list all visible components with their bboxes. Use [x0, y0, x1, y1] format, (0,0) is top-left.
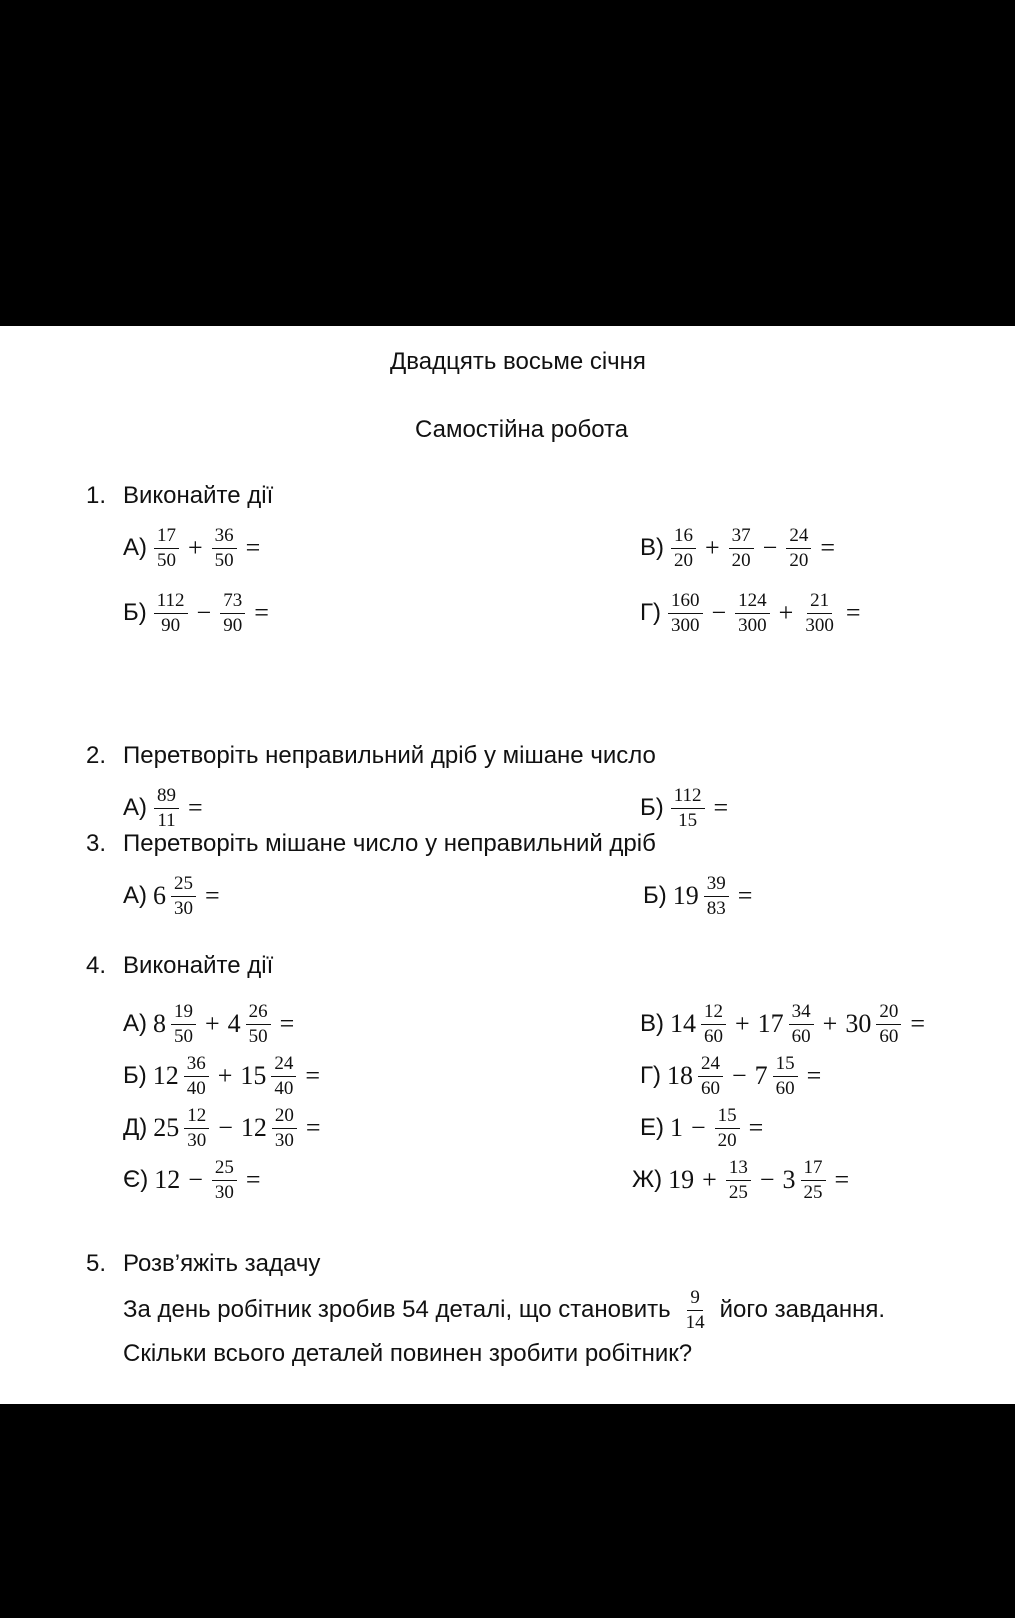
task-4-zh-expression — [632, 1158, 855, 1203]
whole-part: 3 — [782, 1165, 796, 1195]
fraction: $\frac{20}{30}$ — [272, 1106, 297, 1151]
fraction: $\frac{9}{14}$ — [685, 1287, 705, 1333]
fraction: $\frac{39}{83}$ — [704, 874, 729, 919]
task-1-g-expression — [640, 591, 867, 636]
fraction: $\frac{112}{15}$ — [671, 786, 705, 831]
item-label: Ж) — [632, 1166, 663, 1194]
equals-sign: = — [737, 881, 753, 911]
fraction: $\frac{24}{40}$ — [271, 1054, 296, 1099]
task-5-problem-line-2: Скільки всього деталей повинен зробити робітник? — [123, 1340, 693, 1367]
fraction: $\frac{26}{50}$ — [246, 1002, 271, 1047]
whole-part: 14 — [670, 1009, 696, 1039]
problem-text: його завдання. — [719, 1296, 885, 1324]
operator: − — [196, 598, 212, 628]
equals-sign: = — [834, 1165, 850, 1195]
operator: + — [735, 1009, 750, 1039]
operator: − — [691, 1113, 706, 1143]
fraction: $\frac{24}{20}$ — [786, 526, 811, 571]
fraction: $\frac{24}{60}$ — [698, 1054, 723, 1099]
item-label: Б) — [643, 882, 667, 910]
equals-sign: = — [305, 1061, 321, 1091]
equals-sign: = — [845, 598, 861, 628]
task-3-heading — [86, 830, 656, 858]
task-3-a-expression — [123, 874, 226, 919]
fraction: $\frac{25}{30}$ — [212, 1158, 237, 1203]
date-heading: Двадцять восьме січня — [390, 348, 646, 375]
whole-part: 19 — [672, 881, 699, 911]
task-title: Розв’яжіть задачу — [123, 1250, 321, 1277]
task-2-a-expression — [123, 786, 209, 831]
fraction: $\frac{19}{50}$ — [171, 1002, 196, 1047]
operator: + — [188, 533, 203, 563]
task-3-b-expression — [643, 874, 758, 919]
fraction: $\frac{36}{50}$ — [212, 526, 237, 571]
item-label: А) — [123, 794, 147, 822]
whole-part: 25 — [153, 1113, 180, 1143]
task-1-b-expression — [123, 591, 275, 636]
task-2-heading — [86, 742, 656, 770]
fraction: $\frac{15}{20}$ — [715, 1106, 740, 1151]
task-title: Виконайте дії — [123, 952, 274, 979]
task-4-a-expression — [123, 1002, 300, 1047]
equals-sign: = — [713, 793, 729, 823]
whole-part: 30 — [845, 1009, 872, 1039]
fraction: $\frac{73}{90}$ — [220, 591, 245, 636]
whole-part: 1 — [670, 1113, 683, 1143]
fraction: $\frac{160}{300}$ — [668, 591, 703, 636]
operator: − — [218, 1113, 233, 1143]
fraction: $\frac{20}{60}$ — [876, 1002, 901, 1047]
task-4-ye-expression — [123, 1158, 267, 1203]
whole-part: 12 — [154, 1165, 181, 1195]
equals-sign: = — [806, 1061, 822, 1091]
operator: + — [217, 1061, 233, 1091]
task-title: Перетворіть неправильний дріб у мішане число — [123, 742, 656, 769]
item-label: Г) — [640, 1062, 661, 1090]
equals-sign: = — [254, 598, 269, 628]
fraction: $\frac{112}{90}$ — [154, 591, 188, 636]
whole-part: 19 — [668, 1165, 695, 1195]
operator: + — [702, 1165, 717, 1195]
task-number: 3. — [86, 830, 107, 857]
item-label: Б) — [123, 1062, 147, 1090]
task-4-g-expression — [640, 1054, 827, 1099]
task-number: 5. — [86, 1250, 107, 1277]
page-title: Самостійна робота — [415, 416, 629, 443]
task-title: Виконайте дії — [123, 482, 274, 509]
worksheet-page — [0, 326, 1015, 1404]
fraction: $\frac{89}{11}$ — [154, 786, 179, 831]
operator: + — [822, 1009, 838, 1039]
operator: − — [188, 1165, 203, 1195]
task-title: Перетворіть мішане число у неправильний дріб — [123, 830, 656, 857]
task-5-problem-line-1 — [123, 1288, 885, 1333]
fraction: $\frac{25}{30}$ — [171, 874, 196, 919]
operator: − — [711, 598, 727, 628]
task-1-a-expression — [123, 526, 266, 571]
operator: + — [705, 533, 720, 563]
fraction: $\frac{124}{300}$ — [735, 591, 770, 636]
whole-part: 15 — [240, 1061, 267, 1091]
task-4-e-expression — [640, 1106, 769, 1151]
task-4-d-expression — [123, 1106, 327, 1151]
fraction: $\frac{34}{60}$ — [789, 1002, 814, 1047]
operator: − — [732, 1061, 747, 1091]
fraction: $\frac{17}{25}$ — [801, 1158, 826, 1203]
item-label: Д) — [123, 1114, 148, 1142]
task-4-b-expression — [123, 1054, 326, 1099]
fraction: $\frac{13}{25}$ — [726, 1158, 751, 1203]
fraction: $\frac{12}{30}$ — [184, 1106, 209, 1151]
problem-text: За день робітник зробив 54 деталі, що становить — [123, 1296, 671, 1324]
task-5-heading — [86, 1250, 320, 1278]
whole-part: 6 — [153, 881, 166, 911]
whole-part: 17 — [757, 1009, 784, 1039]
fraction: $\frac{36}{40}$ — [184, 1054, 209, 1099]
task-number: 1. — [86, 482, 107, 509]
item-label: Б) — [123, 599, 147, 627]
task-1-heading — [86, 482, 273, 510]
item-label: В) — [640, 534, 664, 562]
fraction: $\frac{15}{60}$ — [773, 1054, 798, 1099]
operator: + — [778, 598, 794, 628]
equals-sign: = — [245, 1165, 261, 1195]
equals-sign: = — [820, 533, 836, 563]
fraction: $\frac{12}{60}$ — [701, 1002, 726, 1047]
operator: + — [205, 1009, 220, 1039]
whole-part: 4 — [227, 1009, 241, 1039]
fraction: $\frac{37}{20}$ — [729, 526, 754, 571]
equals-sign: = — [205, 881, 220, 911]
operator: − — [762, 533, 778, 563]
whole-part: 7 — [754, 1061, 768, 1091]
item-label: Б) — [640, 794, 664, 822]
whole-part: 12 — [152, 1061, 179, 1091]
equals-sign: = — [245, 533, 261, 563]
task-number: 4. — [86, 952, 107, 979]
equals-sign: = — [910, 1009, 926, 1039]
item-label: В) — [640, 1010, 664, 1038]
whole-part: 8 — [153, 1009, 166, 1039]
task-4-v-expression — [640, 1002, 931, 1047]
equals-sign: = — [748, 1113, 764, 1143]
task-4-heading — [86, 952, 273, 980]
item-label: А) — [123, 1010, 147, 1038]
operator: − — [759, 1165, 775, 1195]
task-number: 2. — [86, 742, 107, 769]
item-label: Є) — [123, 1166, 149, 1194]
equals-sign: = — [188, 793, 203, 823]
task-1-v-expression — [640, 526, 841, 571]
fraction: $\frac{17}{50}$ — [154, 526, 179, 571]
fraction: $\frac{21}{300}$ — [805, 590, 834, 636]
task-2-b-expression — [640, 786, 734, 831]
whole-part: 18 — [667, 1061, 693, 1091]
item-label: Е) — [640, 1114, 664, 1142]
fraction: $\frac{16}{20}$ — [671, 526, 696, 571]
item-label: А) — [123, 534, 147, 562]
equals-sign: = — [279, 1009, 295, 1039]
whole-part: 12 — [240, 1113, 267, 1143]
equals-sign: = — [305, 1113, 321, 1143]
item-label: Г) — [640, 599, 661, 627]
item-label: А) — [123, 882, 147, 910]
